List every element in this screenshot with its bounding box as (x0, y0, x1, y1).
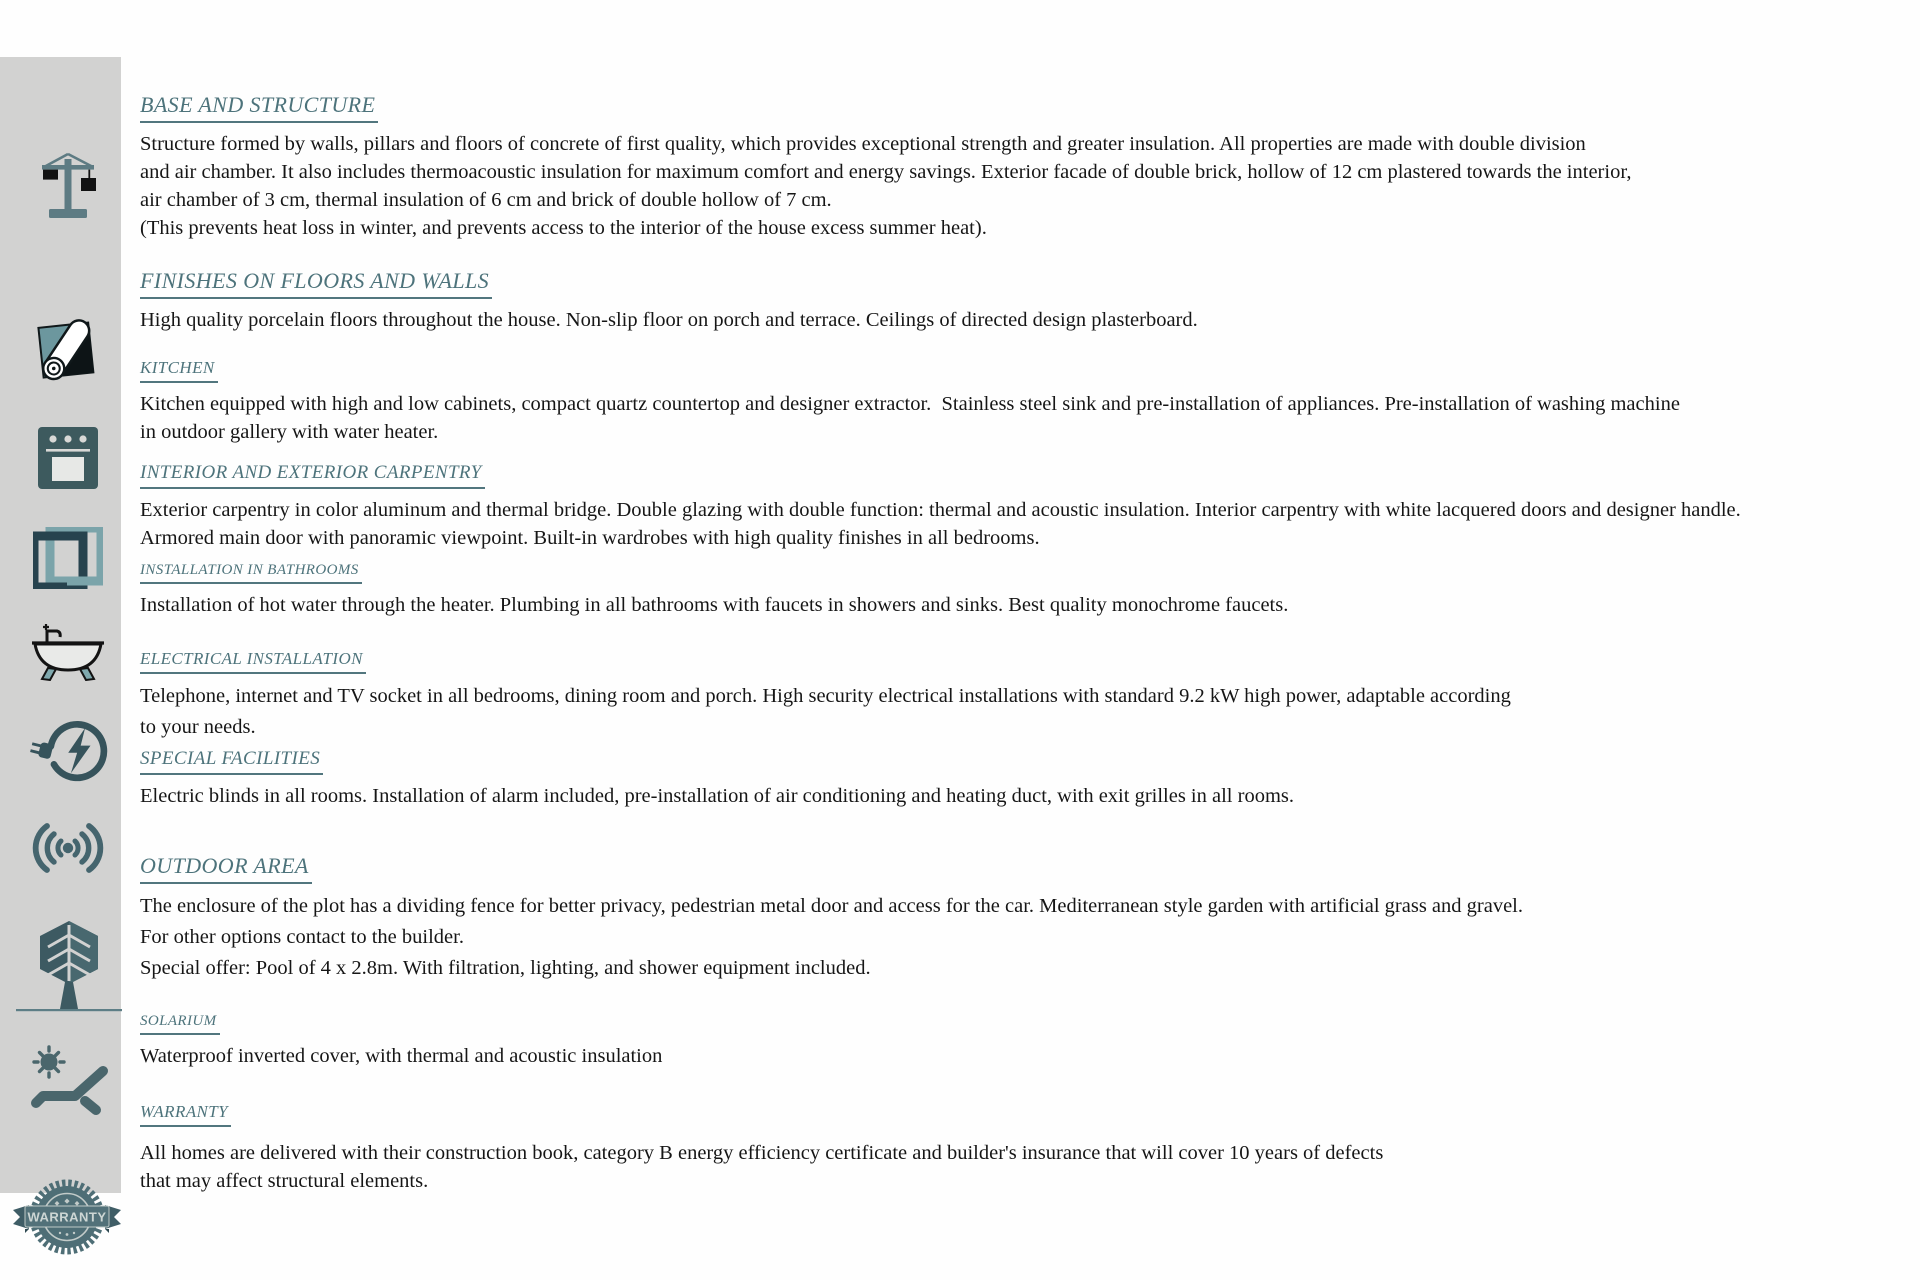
section-heading: OUTDOOR AREA (140, 853, 312, 884)
paragraph-line: High quality porcelain floors throughout the house. Non-slip floor on porch and terrace. Ceilings of directed design plasterboard. (140, 309, 1198, 331)
paragraph-line: All homes are delivered with their construction book, category B energy efficiency certificate and builder's insurance that will cover 10 years of defects (140, 1142, 1384, 1164)
section-warranty (140, 1102, 1383, 1195)
warranty-badge-label: WARRANTY (27, 1209, 107, 1225)
paragraph-line: For other options contact to the builder. (140, 926, 464, 948)
window-frames-icon (33, 527, 103, 589)
section-special-facilities (140, 748, 1294, 810)
section-heading: FINISHES ON FLOORS AND WALLS (140, 268, 492, 299)
section-electrical (140, 649, 1511, 743)
paragraph-line: in outdoor gallery with water heater. (140, 421, 439, 443)
paragraph-line: Waterproof inverted cover, with thermal and acoustic insulation (140, 1045, 663, 1067)
section-finishes-floors-walls (140, 268, 1198, 334)
paragraph-line: Installation of hot water through the heater. Plumbing in all bathrooms with faucets in showers and sinks. Best quality monochrome faucets. (140, 594, 1289, 616)
paragraph-line: The enclosure of the plot has a dividing fence for better privacy, pedestrian metal door and access for the car. Mediterranean style garden with artificial grass and gravel. (140, 895, 1523, 917)
floor-roll-icon (36, 311, 98, 381)
section-heading: BASE AND STRUCTURE (140, 92, 378, 123)
section-outdoor-area (140, 853, 1523, 984)
section-kitchen (140, 358, 1680, 446)
paragraph-line: Special offer: Pool of 4 x 2.8m. With filtration, lighting, and shower equipment included. (140, 957, 871, 979)
section-heading: ELECTRICAL INSTALLATION (140, 649, 366, 674)
sun-lounger-icon (27, 1045, 111, 1121)
section-heading: KITCHEN (140, 358, 218, 383)
section-carpentry (140, 462, 1741, 552)
paragraph-line: air chamber of 3 cm, thermal insulation of 6 cm and brick of double hollow of 7 cm. (140, 189, 832, 211)
section-heading: INSTALLATION IN BATHROOMS (140, 562, 362, 584)
section-solarium (140, 1012, 662, 1070)
oven-icon (36, 425, 100, 491)
paragraph-line: (This prevents heat loss in winter, and prevents access to the interior of the house excess summer heat). (140, 217, 987, 239)
paragraph-line: Structure formed by walls, pillars and floors of concrete of first quality, which provides exceptional strength and greater insulation. All properties are made with double division (140, 133, 1586, 155)
section-heading: WARRANTY (140, 1102, 231, 1127)
signal-waves-icon (25, 817, 111, 879)
warranty-badge-icon (11, 1175, 123, 1259)
section-base-and-structure (140, 92, 1631, 242)
bathtub-icon (29, 623, 107, 681)
paragraph-line: Kitchen equipped with high and low cabinets, compact quartz countertop and designer extractor. Stainless steel sink and pre-installation of appliances. Pre-installation of washing machine (140, 393, 1680, 415)
paragraph-line: to your needs. (140, 716, 256, 738)
power-plug-lightning-icon (29, 713, 111, 789)
paragraph-line: Electric blinds in all rooms. Installation of alarm included, pre-installation of air conditioning and heating duct, with exit grilles in all rooms. (140, 785, 1294, 807)
tree-icon (14, 919, 124, 1015)
paragraph-line: and air chamber. It also includes thermoacoustic insulation for maximum comfort and energy savings. Exterior facade of double brick, hollow of 12 cm plastered towards the interior, (140, 161, 1632, 183)
section-heading: INTERIOR AND EXTERIOR CARPENTRY (140, 462, 485, 489)
section-bathrooms (140, 561, 1288, 619)
icon-sidebar (0, 57, 121, 1225)
section-heading: SOLARIUM (140, 1013, 220, 1035)
paragraph-line: Armored main door with panoramic viewpoint. Built-in wardrobes with high quality finishes in all bedrooms. (140, 527, 1040, 549)
section-heading: SPECIAL FACILITIES (140, 748, 323, 775)
paragraph-line: Exterior carpentry in color aluminum and thermal bridge. Double glazing with double function: thermal and acoustic insulation. Interior carpentry with white lacquered doors and designer handle. (140, 499, 1741, 521)
paragraph-line: that may affect structural elements. (140, 1170, 429, 1192)
crane-icon (36, 151, 100, 225)
paragraph-line: Telephone, internet and TV socket in all bedrooms, dining room and porch. High security electrical installations with standard 9.2 kW high power, adaptable according (140, 685, 1511, 707)
